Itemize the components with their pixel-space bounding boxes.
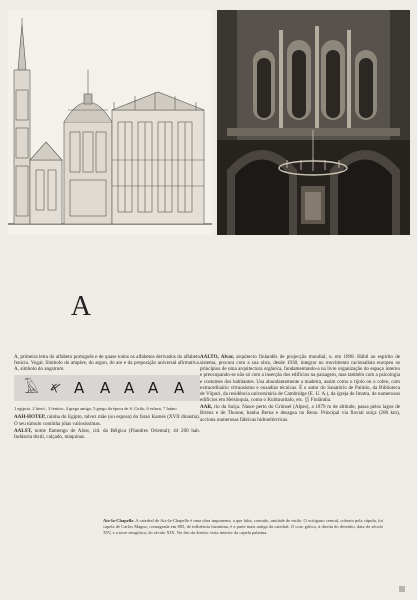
palatine-chapel-interior-photo <box>217 10 410 235</box>
cathedral-elevation-drawing <box>8 10 212 235</box>
glyph-cyrillic-era-greek: A <box>124 379 135 398</box>
entry-a: A, primeira letra do alfabeto português e de quase todos os alfabetos derivados do alfabeto fenício. Vogal. Símbolo do ampère, do argon, do are e da preposição universal afirmativa. A, símbolo do angstrom. <box>14 354 200 373</box>
glyph-egyptian: 𓄿 <box>24 379 39 398</box>
entry-aar: AAR, rio da Suíça. Nasce perto do Grimsel (Alpes), a 1879 m de altitude, passa pelos lagos de Brienz e de Thoune, banha Berna e desagua no Reno. Principal via fluvial suíça (280 km), acciona numerosas fábricas hidroeléctricas. <box>200 404 400 423</box>
glyph-archaic-greek: Α <box>100 379 111 398</box>
left-text-column <box>14 354 200 441</box>
section-initial-letter: A <box>70 291 92 322</box>
right-text-column <box>200 354 400 424</box>
glyph-hieratic: 𐤀 <box>50 379 62 398</box>
page-corner-mark <box>399 586 405 592</box>
glyph-latin: A <box>174 379 185 398</box>
entry-aah-hotep: AAH-HOTEP, rainha do Egipto, talvez mãe (ou esposa) do faraó Kamés (XVII dinastia). O seu túmulo continha jóias valiosíssimas. <box>14 414 200 427</box>
entry-aalto: AALTO, Alvar, arquitecto finlandês de projecção mundial, n. em 1898. Hábil ao espírito de sistema, procura com a sua obra, desde 1930, integrar no movimento racionalista europeu os princípios de uma arquitectura orgânica, fundamentando-a na livre organização do espaço interno e preocupando-se não só com a inserção dos edifícios na paisagem, mas também com a psicologia e costumes dos habitantes. Usa abundantemente a madeira, assim como o tijolo ou o cobre, com extraordinário virtuosismo e ousadias técnicas. É o autor do Sanatório de Paimio, da Biblioteca de Viipuri, da residência universitária de Cambridge (E. U. A.), da igreja de Imatra, de numerosos edifícios em Helsínquia, como o Kulttuuritalo, etc. ◫ Finlândia. <box>200 354 401 404</box>
alphabet-evolution-strip <box>14 375 200 401</box>
entry-aalst: AALST, nome flamengo de Alost, cid. da Bélgica (Flandres Oriental); 44 200 hab. Indústria têxtil, calçado, máquinas. <box>14 427 200 440</box>
glyph-caption: 1 egípcio, 2 hieró., 3 fenício, 4 grego antigo, 5 grego da época de S. Cirilo, 6 eslavo, 7 latino <box>14 405 177 411</box>
figure-caption: Aix-la-Chapelle. A catedral de Aix-la-Chapelle é uma obra imponente, a que falta, contudo, unidade de estilo. O octógono central, coberto pela cúpula, foi capela de Carlos Magno, consagrada em 805, de influência bizantina, é a parte mais antiga da catedral. O coro gótico, à direita do desenho, data do século XIV, e a torre neogótica, do século XIX. No fim da direita: vista interior da capela palatina. <box>103 518 383 535</box>
glyph-phoenician: Α <box>74 379 85 398</box>
glyph-slavonic: A <box>148 379 159 398</box>
